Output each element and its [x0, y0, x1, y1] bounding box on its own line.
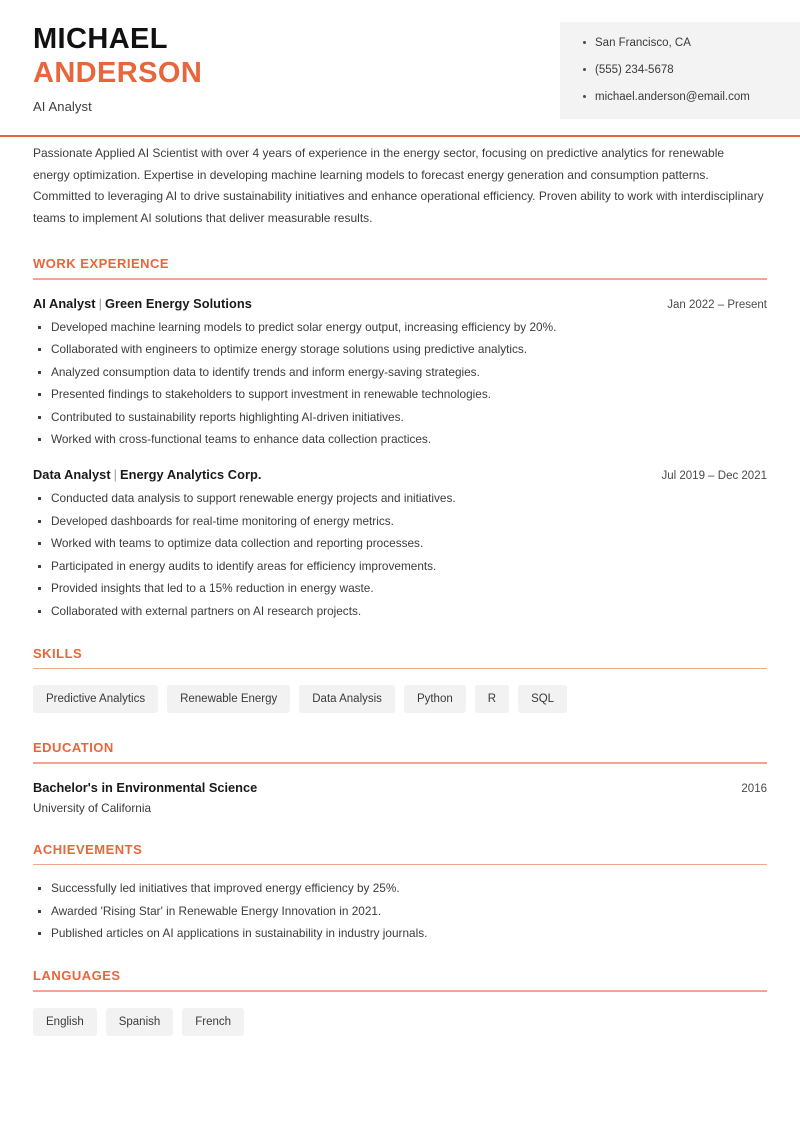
skill-chip: Predictive Analytics [33, 685, 158, 713]
list-item: Published articles on AI applications in sustainability in industry journals. [33, 926, 767, 941]
contact-location [582, 36, 782, 51]
skill-chip: SQL [518, 685, 567, 713]
education-school: University of California [33, 800, 152, 815]
language-chip: Spanish [106, 1008, 174, 1036]
job-title: AI Analyst [33, 99, 92, 114]
experience-company: Green Energy Solutions [104, 295, 252, 311]
languages-chip-list [33, 1008, 767, 1036]
first-name: MICHAEL [33, 23, 168, 55]
achievements-bullets [33, 881, 767, 941]
list-item: Collaborated with external partners on AI research projects. [33, 604, 767, 619]
contact-box [560, 22, 800, 119]
section-title-work-experience: WORK EXPERIENCE [33, 256, 170, 271]
experience-entry [33, 296, 767, 448]
list-item: Awarded 'Rising Star' in Renewable Energy Innovation in 2021. [33, 904, 767, 919]
section-skills [33, 646, 767, 714]
section-languages [33, 968, 767, 1036]
list-item: Worked with teams to optimize data collection and reporting processes. [33, 536, 767, 551]
resume-content [0, 143, 800, 1036]
section-divider [33, 668, 767, 670]
education-entry-header [33, 780, 767, 795]
experience-role: Data Analyst [33, 467, 111, 483]
contact-email[interactable] [582, 90, 782, 105]
professional-summary: Passionate Applied AI Scientist with over 4 years of experience in the energy sector, focusing on predictive analytics for renewable energy optimization. Expertise in developing machine learning models to forecast energy generation and consumption patterns. Committed to leveraging AI to drive sustainability initiatives and enhance operational efficiency. Proven ability to work with interdisciplinary teams to implement AI solutions that deliver measurable results. [33, 146, 764, 225]
list-item: Contributed to sustainability reports highlighting AI-driven initiatives. [33, 410, 767, 425]
full-name [33, 22, 202, 56]
language-chip: French [182, 1008, 244, 1036]
title-separator: | [113, 467, 118, 483]
list-item: Presented findings to stakeholders to support investment in renewable technologies. [33, 387, 767, 402]
contact-phone[interactable] [582, 63, 782, 78]
skills-chip-list [33, 685, 767, 713]
section-divider [33, 990, 767, 992]
section-divider [33, 864, 767, 866]
section-divider [33, 278, 767, 280]
education-degree: Bachelor's in Environmental Science [33, 779, 258, 795]
experience-bullets [33, 491, 767, 619]
section-title-achievements: ACHIEVEMENTS [33, 841, 143, 857]
list-item: Participated in energy audits to identify areas for efficiency improvements. [33, 559, 767, 574]
experience-bullets [33, 320, 767, 448]
section-work-experience [33, 256, 767, 619]
list-item: Successfully led initiatives that improved energy efficiency by 25%. [33, 881, 767, 896]
list-item: Conducted data analysis to support renewable energy projects and initiatives. [33, 491, 767, 506]
section-divider [33, 762, 767, 764]
title-separator: | [98, 295, 102, 311]
experience-entry-header [33, 467, 767, 482]
section-education [33, 740, 767, 815]
list-item: Worked with cross-functional teams to enhance data collection practices. [33, 432, 767, 447]
list-item: Provided insights that led to a 15% reduction in energy waste. [33, 581, 767, 596]
experience-company: Energy Analytics Corp. [120, 467, 262, 483]
list-item: Collaborated with engineers to optimize energy storage solutions using predictive analytics. [33, 342, 767, 357]
education-year: 2016 [741, 782, 767, 795]
language-chip: English [33, 1008, 97, 1036]
experience-title-line [33, 296, 252, 311]
skill-chip: Data Analysis [299, 685, 395, 713]
experience-role: AI Analyst [33, 295, 96, 311]
experience-date: Jul 2019 – Dec 2021 [661, 470, 767, 483]
skill-chip: Python [404, 685, 466, 713]
skill-chip: Renewable Energy [167, 685, 290, 713]
list-item: Developed dashboards for real-time monitoring of energy metrics. [33, 514, 767, 529]
last-name: ANDERSON [33, 57, 203, 89]
section-achievements [33, 842, 767, 942]
section-title-skills: SKILLS [33, 645, 83, 661]
contact-email-text: michael.anderson@email.com [595, 91, 750, 103]
contact-phone-text: (555) 234-5678 [595, 64, 674, 76]
skill-chip: R [475, 685, 509, 713]
section-title-languages: LANGUAGES [33, 968, 121, 984]
contact-location-text: San Francisco, CA [595, 37, 691, 49]
experience-title-line [33, 467, 261, 482]
section-title-education: EDUCATION [33, 740, 114, 756]
identity-block [0, 0, 202, 114]
experience-date: Jan 2022 – Present [667, 298, 767, 311]
experience-entry-header [33, 296, 767, 311]
education-entry [33, 780, 767, 815]
header-divider [0, 135, 800, 137]
list-item: Analyzed consumption data to identify trends and inform energy-saving strategies. [33, 365, 767, 380]
resume-header [0, 0, 800, 116]
experience-entry [33, 467, 767, 619]
list-item: Developed machine learning models to predict solar energy output, increasing efficiency by 20%. [33, 320, 767, 335]
